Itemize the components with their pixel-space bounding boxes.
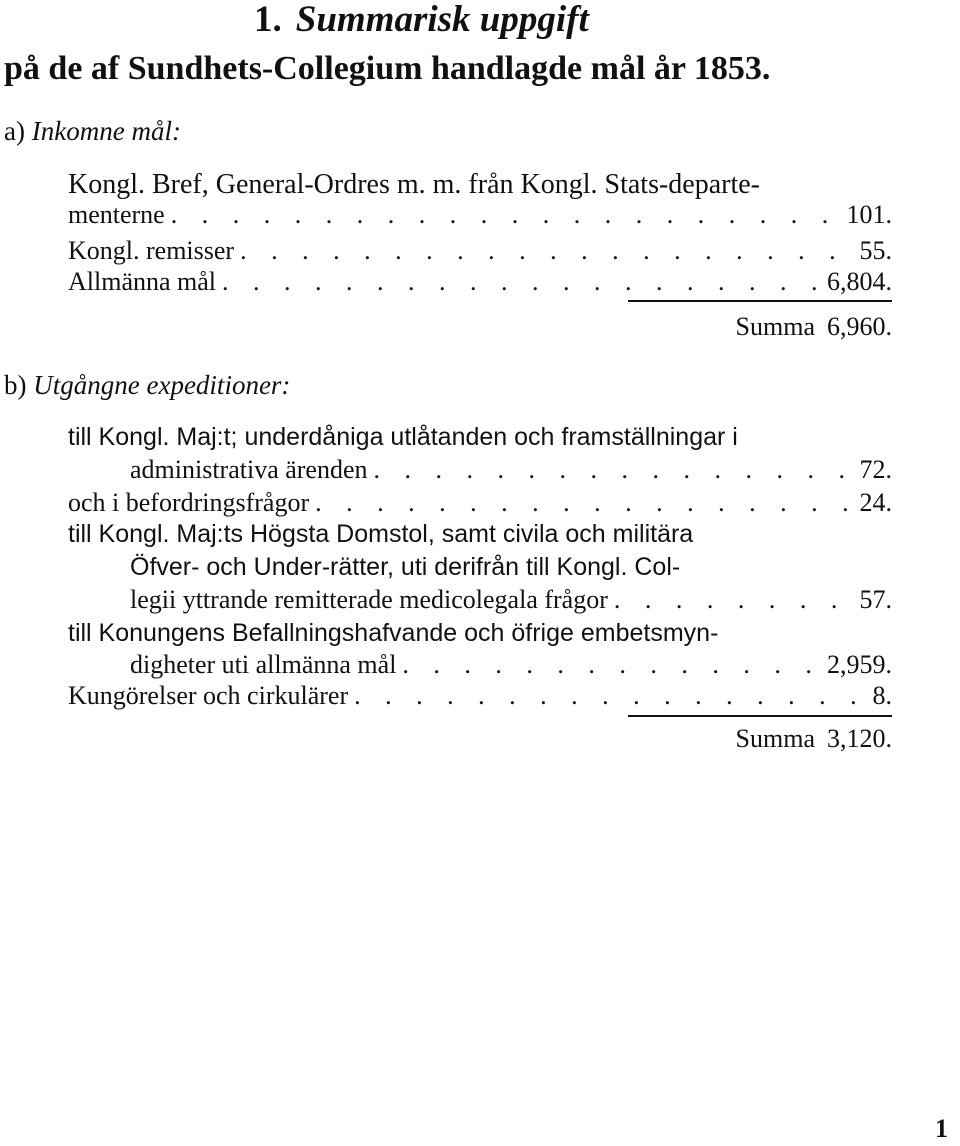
section-b-line3: Öfver- och Under-rätter, uti derifrån till Kongl. Col- xyxy=(130,553,681,581)
entry-value: 55. xyxy=(859,236,892,265)
leader-dots xyxy=(240,236,853,266)
entry-value: 8. xyxy=(872,681,892,710)
section-a-sum xyxy=(736,312,892,342)
page-number: 1 xyxy=(935,1114,948,1143)
leader-dots xyxy=(222,267,821,297)
entry-value: 72. xyxy=(859,455,892,484)
section-a-entry-1 xyxy=(68,200,892,230)
entry-value: 2,959. xyxy=(827,650,892,679)
sum-label: Summa xyxy=(735,724,815,753)
sum-value: 6,960. xyxy=(827,312,892,341)
entry-label: administrativa ärenden xyxy=(130,455,368,484)
section-b-sum xyxy=(736,724,892,754)
section-a-entry-2 xyxy=(68,236,892,266)
sum-rule-b xyxy=(628,715,892,717)
leader-dots xyxy=(315,488,853,518)
entry-value: 24. xyxy=(859,488,892,517)
section-b-heading xyxy=(4,370,290,400)
section-b-entry-5 xyxy=(68,681,892,711)
leader-dots xyxy=(374,455,854,485)
section-a-title: Inkomne mål: xyxy=(31,116,181,146)
entry-value: 101. xyxy=(846,200,892,229)
section-b-line4: till Konungens Befallningshafvande och öfrige embetsmyn- xyxy=(68,619,719,647)
leader-dots xyxy=(402,650,821,680)
heading-title xyxy=(254,0,589,40)
section-a-heading xyxy=(4,116,181,146)
heading-title-text: Summarisk uppgift xyxy=(295,0,589,40)
entry-label: och i befordringsfrågor xyxy=(68,488,310,517)
leader-dots xyxy=(171,200,841,230)
section-b-line1: till Kongl. Maj:t; underdåniga utlåtanden och framställningar i xyxy=(68,423,738,451)
sum-rule-a xyxy=(628,300,892,302)
section-a-marker: a) xyxy=(4,116,25,146)
section-b-marker: b) xyxy=(4,370,27,400)
leader-dots xyxy=(354,681,866,711)
entry-value: 6,804. xyxy=(827,267,892,296)
leader-dots xyxy=(614,585,854,615)
heading-number: 1. xyxy=(254,0,282,40)
entry-label: Kongl. remisser xyxy=(68,236,235,265)
entry-label: Kungörelser och cirkulärer xyxy=(68,681,349,710)
section-a-entry-3 xyxy=(68,267,892,297)
sum-label: Summa xyxy=(735,312,815,341)
section-b-entry-2 xyxy=(68,488,892,518)
section-b-title: Utgångne expeditioner: xyxy=(33,370,291,400)
section-a-line1: Kongl. Bref, General-Ordres m. m. från Kongl. Stats-departe- xyxy=(68,169,761,200)
entry-label: Allmänna mål xyxy=(68,267,217,296)
entry-value: 57. xyxy=(859,585,892,614)
section-b-entry-4 xyxy=(130,650,892,680)
heading-subtitle: på de af Sundhets-Collegium handlagde mål år 1853. xyxy=(4,50,771,87)
section-b-line2: till Kongl. Maj:ts Högsta Domstol, samt civila och militära xyxy=(68,520,694,548)
sum-value: 3,120. xyxy=(827,724,892,753)
entry-label: digheter uti allmänna mål xyxy=(130,650,397,679)
section-b-entry-1 xyxy=(130,455,892,485)
entry-label: menterne xyxy=(68,200,165,229)
entry-label: legii yttrande remitterade medicolegala frågor xyxy=(130,585,608,614)
section-b-entry-3 xyxy=(130,585,892,615)
